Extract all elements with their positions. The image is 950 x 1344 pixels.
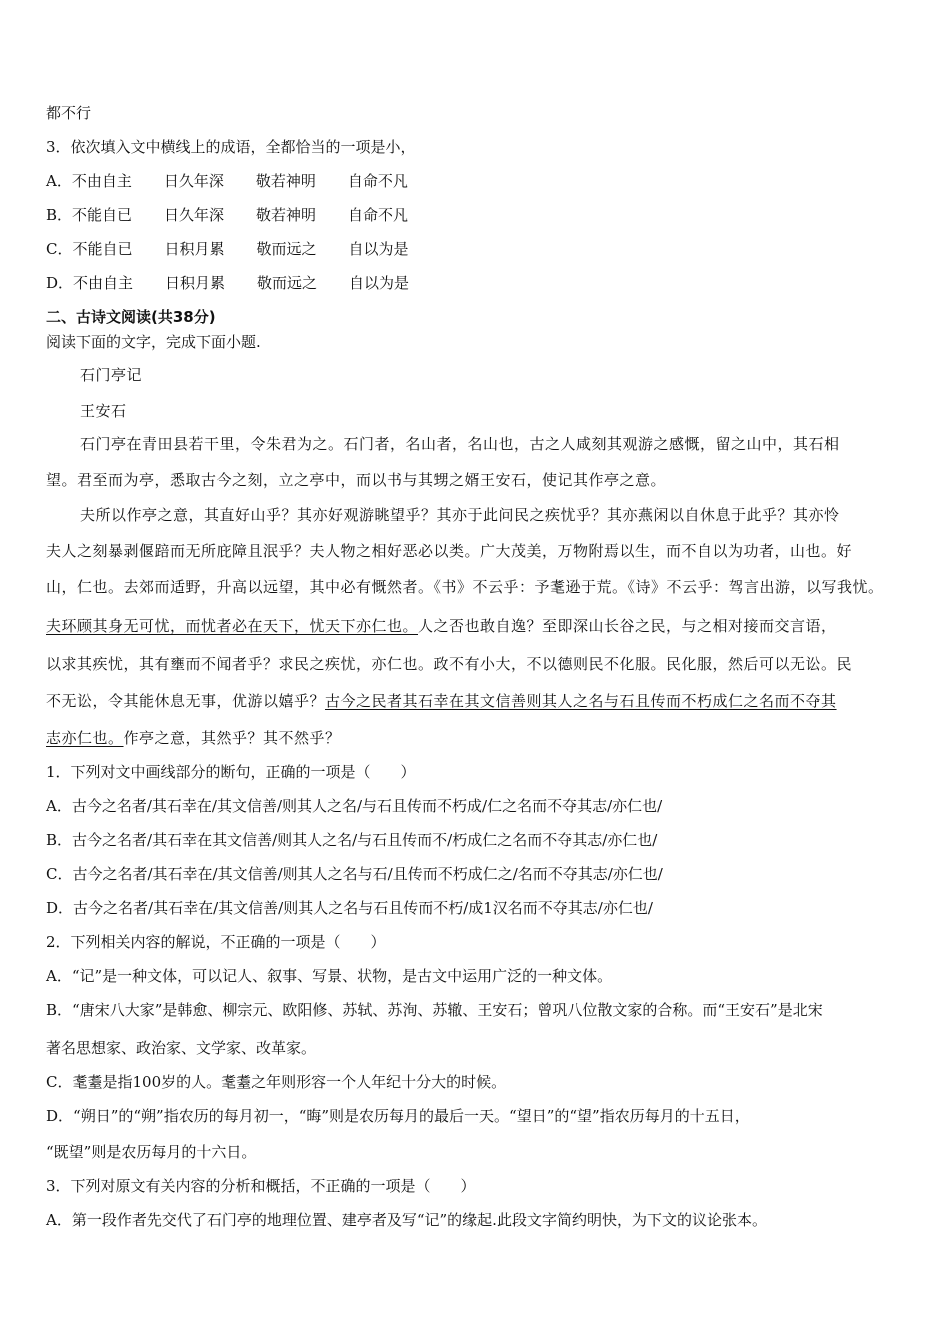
option-label: C．: [46, 240, 73, 258]
passage-author: 王安石: [80, 402, 127, 420]
option-d: D．“朔日”的“朔”指农历的每月初一，“晦”则是农历每月的最后一天。“望日”的“望”指农历每月的十五日，: [46, 1107, 750, 1125]
passage-line: 山，仁也。去郊而适野，升高以远望，其中必有慨然者。《书》不云乎：予耄逊于荒。《诗》不云乎：驾言出游，以写我忧。: [46, 578, 884, 596]
underlined-sentence: 志亦仁也。: [46, 729, 124, 747]
option-item: 日久年深: [164, 206, 225, 224]
option-a: A．第一段作者先交代了石门亭的地理位置、建亭者及写“记”的缘起.此段文字简约明快，为下文的议论张本。: [46, 1211, 767, 1229]
underlined-sentence: 古今之民者其石幸在其文信善则其人之名与石且传而不朽成仁之名而不夺其: [325, 692, 837, 710]
option-item: 自命不凡: [347, 172, 408, 190]
option-item: 不由自主: [71, 172, 132, 190]
option-c: C．古今之名者/其石幸在/其文信善/则其人之名与石/且传而不朽成仁之/名而不夺其志/亦仁也/: [46, 865, 663, 883]
passage-line: [46, 691, 904, 711]
section-heading: 二、古诗文阅读(共38分): [46, 308, 216, 326]
option-item: 敬若神明: [256, 206, 317, 224]
option-item: 日积月累: [165, 274, 226, 292]
question-stem: 3．依次填入文中横线上的成语，全都恰当的一项是小，: [46, 138, 416, 156]
option-c: [46, 239, 904, 259]
question-stem: 3．下列对原文有关内容的分析和概括，不正确的一项是（ ）: [46, 1177, 476, 1195]
option-item: 不由自主: [73, 274, 134, 292]
option-a: [46, 171, 904, 191]
passage-line: 夫所以作亭之意，其直好山乎？其亦好观游眺望乎？其亦于此问民之疾忧乎？其亦燕闲以自休息于此乎？其亦怜: [80, 506, 840, 524]
option-b: B．“唐宋八大家”是韩愈、柳宗元、欧阳修、苏轼、苏洵、苏辙、王安石；曾巩八位散文家的合称。而“王安石”是北宋: [46, 1001, 823, 1019]
passage-line: 以求其疾忧，其有壅而不闻者乎？求民之疾忧，亦仁也。政不有小大，不以德则民不化服。民化服，然后可以无讼。民: [46, 655, 853, 673]
passage-line: 夫人之刻暴剥偃踣而无所庇障且泯乎？夫人物之相好恶必以类。广大茂美，万物附焉以生，而不自以为功者，山也。好: [46, 542, 853, 560]
option-b-cont: 著名思想家、政治家、文学家、改革家。: [46, 1039, 317, 1057]
option-label: B．: [46, 206, 73, 224]
option-item: 敬若神明: [255, 172, 316, 190]
option-item: 日久年深: [163, 172, 224, 190]
question-stem: 1．下列对文中画线部分的断句，正确的一项是（ ）: [46, 763, 416, 781]
option-c: C．耄耋是指100岁的人。耄耋之年则形容一个人年纪十分大的时候。: [46, 1073, 507, 1091]
option-item: 自命不凡: [348, 206, 409, 224]
option-b: [46, 205, 904, 225]
option-item: 敬而远之: [257, 274, 318, 292]
option-item: 敬而远之: [256, 240, 317, 258]
option-b: B．古今之名者/其石幸在其文信善/则其人之名/与石且传而不/朽成仁之名而不夺其志/亦仁也/: [46, 831, 658, 849]
passage-line: 石门亭在青田县若干里，令朱君为之。石门者，名山者，名山也，古之人咸刻其观游之感慨，留之山中，其石相: [80, 435, 840, 453]
passage-text: 作亭之意，其然乎？其不然乎？: [123, 729, 341, 747]
option-item: 不能自已: [72, 240, 133, 258]
option-label: D．: [46, 274, 74, 292]
question-stem: 2．下列相关内容的解说，不正确的一项是（ ）: [46, 933, 386, 951]
option-d: D．古今之名者/其石幸在/其文信善/则其人之名与石且传而不朽/成1汉名而不夺其志/亦仁也/: [46, 899, 653, 917]
reading-instruction: 阅读下面的文字，完成下面小题.: [46, 333, 261, 351]
passage-title: 石门亭记: [80, 366, 143, 384]
option-d-cont: “既望”则是农历每月的十六日。: [46, 1143, 257, 1161]
option-d: [46, 273, 904, 293]
option-item: 自以为是: [349, 274, 410, 292]
passage-text: 不无讼，令其能休息无事，优游以嬉乎？: [46, 692, 326, 710]
option-label: A．: [46, 172, 72, 190]
option-item: 日积月累: [164, 240, 225, 258]
option-a: A．古今之名者/其石幸在/其文信善/则其人之名/与石且传而不朽成/仁之名而不夺其志/亦仁也/: [46, 797, 663, 815]
passage-line: [46, 728, 904, 748]
passage-text: 人之否也敢自逸？至即深山长谷之民，与之相对接而交言语，: [418, 617, 837, 635]
underlined-sentence: 夫环顾其身无可忧，而忧者必在天下，忧天下亦仁也。: [46, 617, 419, 635]
continued-line: 都不行: [46, 104, 92, 122]
option-item: 自以为是: [348, 240, 409, 258]
passage-line: 望。君至而为亭，悉取古今之刻，立之亭中，而以书与其甥之婿王安石，使记其作亭之意。: [46, 471, 667, 489]
option-a: A．“记”是一种文体，可以记人、叙事、写景、状物，是古文中运用广泛的一种文体。: [46, 967, 613, 985]
option-item: 不能自已: [72, 206, 133, 224]
passage-line: [46, 616, 904, 636]
